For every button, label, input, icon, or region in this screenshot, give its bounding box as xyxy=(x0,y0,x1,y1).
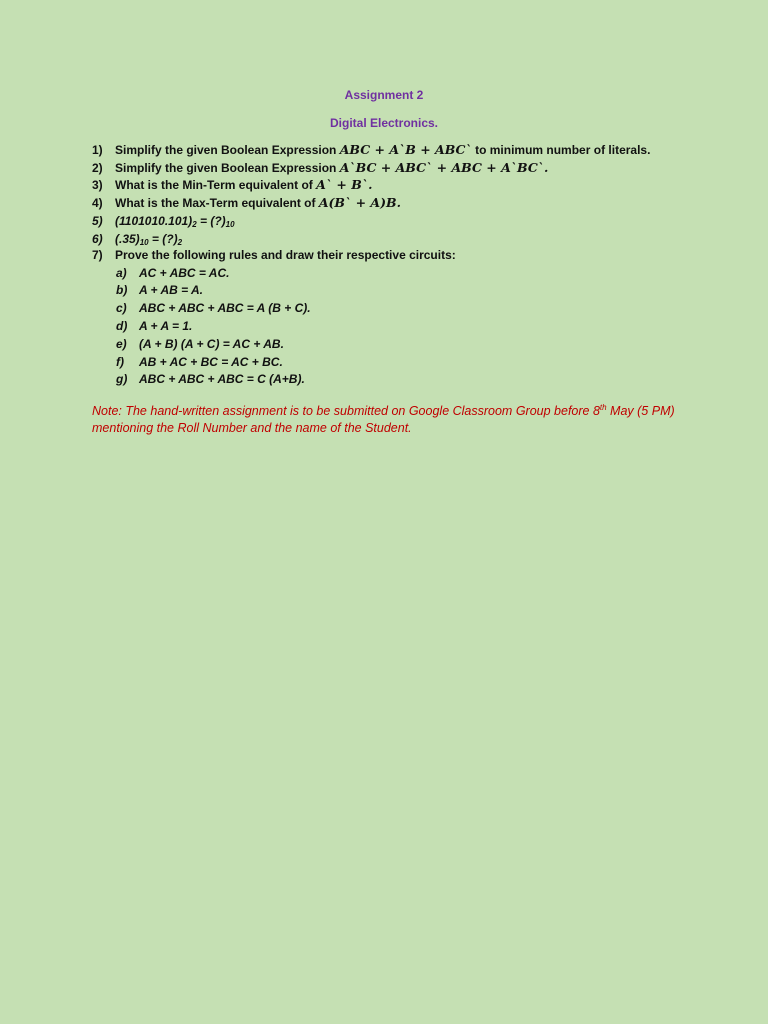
subject-title: Digital Electronics. xyxy=(329,116,439,130)
question-2-expression: A`BC + ABC` + ABC + A`BC`. xyxy=(339,160,549,175)
question-3: 3) What is the Min-Term equivalent of A` + B`. xyxy=(92,177,373,192)
rule-d: d) A + A = 1. xyxy=(116,319,193,333)
rule-c: c) ABC + ABC + ABC = A (B + C). xyxy=(116,301,311,315)
question-5: 5) $(1101010.101)_2$ = $(?)_{10}$ xyxy=(92,214,235,229)
rule-a: a) AC + ABC = AC. xyxy=(116,266,230,280)
question-1-expression: ABC + A`B + ABC` xyxy=(339,142,472,157)
submission-note: Note: The hand-written assignment is to be submitted on Google Classroom Group before 8th May (5 PM) mentioning the Roll Number and the name of the Student. xyxy=(92,403,675,436)
assignment-title: Assignment 2 xyxy=(344,88,424,102)
rule-e: e) (A + B) (A + C) = AC + AB. xyxy=(116,337,284,351)
rule-f: f) AB + AC + BC = AC + BC. xyxy=(116,355,283,369)
question-2: 2) Simplify the given Boolean Expression A`BC + ABC` + ABC + A`BC`. xyxy=(92,160,549,175)
rule-b: b) A + AB = A. xyxy=(116,283,204,297)
question-7: 7) Prove the following rules and draw their respective circuits: xyxy=(92,248,456,262)
question-3-expression: A` + B`. xyxy=(316,177,373,192)
question-1: 1) Simplify the given Boolean Expression ABC + A`B + ABC` to minimum number of literals. xyxy=(92,142,651,157)
rule-g: g) ABC + ABC + ABC = C (A+B). xyxy=(116,372,305,386)
question-4: 4) What is the Max-Term equivalent of A(B` + A)B. xyxy=(92,195,401,210)
question-4-expression: A(B` + A)B. xyxy=(318,195,401,210)
question-6: 6) $(.35)_{10}$ = $(?)_2$ xyxy=(92,232,183,247)
